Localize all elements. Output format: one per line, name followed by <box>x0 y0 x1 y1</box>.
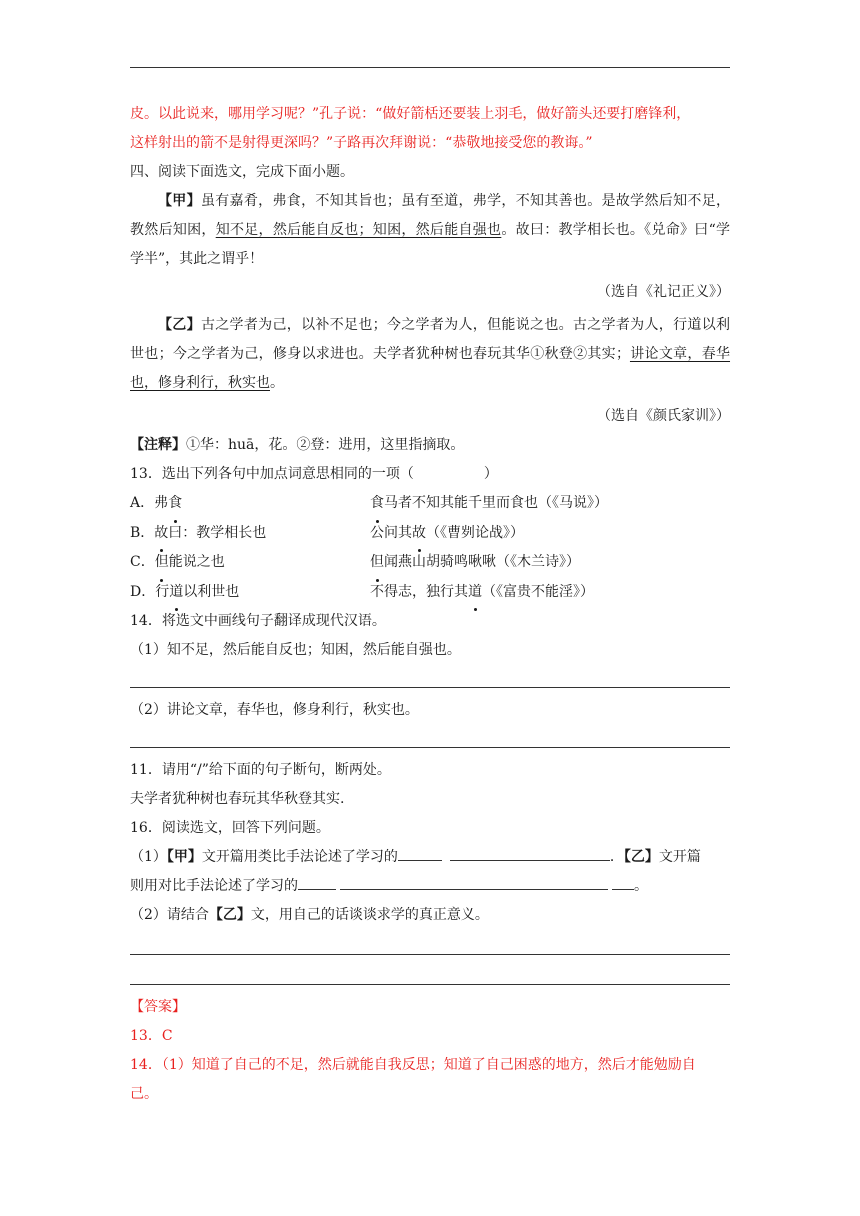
q16-part-1-cont <box>130 872 730 901</box>
q13-option-d <box>130 578 730 608</box>
fill-blank <box>450 846 610 861</box>
opt-text: 马者不知其能千里而食也（《马说》） <box>384 495 608 511</box>
answer-line <box>130 954 730 955</box>
opt-text: 曰：教学相长也 <box>168 524 267 541</box>
passage-jia <box>130 187 730 274</box>
fill-blank <box>398 846 442 861</box>
fill-blank <box>340 875 608 890</box>
opt-text: （《富贵不能淫》） <box>482 583 594 600</box>
q16-text: 则用对比手法论述了学习的 <box>130 878 298 894</box>
q16-text: ． <box>609 849 624 865</box>
q16-text: 文，用自己的话谈谈求学的真正意义。 <box>250 907 489 923</box>
dotted-word: 食 <box>168 489 182 519</box>
opt-text: 能说之也 <box>168 554 225 570</box>
opt-text: 以利世也 <box>183 583 240 600</box>
passage-jia-source: （选自《礼记正义》） <box>597 284 730 300</box>
q14-stem: 14．将选文中画线句子翻译成现代汉语。 <box>130 613 386 629</box>
opt-text: （《曹刿论战》） <box>426 524 524 541</box>
q16-text: 。 <box>634 878 648 894</box>
q13-option-c <box>130 548 730 578</box>
q16-text: 文开篇用类比手法论述了学习的 <box>201 849 398 865</box>
q16-part-2 <box>130 901 730 930</box>
translation-line-2: 这样射出的箭不是射得更深吗？”子路再次拜谢说：“恭敬地接受您的教诲。” <box>130 135 593 151</box>
q11-stem: 11．请用“/”给下面的句子断句，断两处。 <box>130 762 391 778</box>
passage-jia-text-2: 。故曰：教学相长也。《兑命》曰“学学半”，其此之谓乎！ <box>130 222 731 267</box>
passage-yi-tag: 【乙】 <box>158 317 201 333</box>
dotted-word: 道 <box>169 578 183 608</box>
passage-jia-underlined: 知不足，然后能自反也；知困，然后能自强也 <box>215 222 502 238</box>
q13-stem-close: ） <box>483 466 498 482</box>
fill-blank <box>298 875 336 890</box>
dotted-word: 但 <box>155 548 169 578</box>
q11-sentence: 夫学者犹种树也春玩其华秋登其实. <box>130 791 345 807</box>
dotted-word: 但 <box>370 548 384 578</box>
passage-jia-tag: 【甲】 <box>158 193 201 209</box>
q13-stem-text: 13．选出下列各句中加点词意思相同的一项（ <box>130 466 414 482</box>
answer-14-line-1: 14．（1）知道了自己的不足，然后就能自我反思；知道了自己困惑的地方，然后才能勉励自 <box>130 1057 696 1073</box>
opt-text: A．弗 <box>130 495 169 511</box>
dotted-word: 食 <box>370 489 384 519</box>
translation-line-1: 皮。以此说来，哪用学习呢？”孔子说：“做好箭栝还要装上羽毛，做好箭头还要打磨锋利， <box>130 106 691 122</box>
q14-sentence-2: （2）讲论文章，春华也，修身利行，秋实也。 <box>130 702 419 718</box>
opt-text: B． <box>130 524 155 541</box>
opt-text: 不得志，独行其 <box>370 583 468 600</box>
q13-stem <box>130 460 730 489</box>
q16-text: （1） <box>130 849 167 865</box>
q16-tag: 【乙】 <box>208 907 251 923</box>
passage-yi-text-1: 古之学者为己，以补不足也；今之学者为人，但能说之也。古之学者为人，行道以利世也；今之学者为己，修身以求进也。夫学者犹种树也春玩其华①秋登②其实； <box>130 317 731 362</box>
answer-line <box>130 984 730 985</box>
dotted-word: 故 <box>154 519 168 549</box>
fill-blank <box>612 875 634 890</box>
q16-tag: 【乙】 <box>623 849 659 865</box>
opt-text: D．行 <box>130 583 170 600</box>
notes-tag: 【注释】 <box>130 437 186 453</box>
passage-yi <box>130 311 730 398</box>
notes <box>130 431 730 460</box>
passage-yi-underlined: 讲论文章，春华也，修身利行，秋实也 <box>130 346 731 391</box>
header-rule <box>130 67 730 68</box>
q16-tag: 【甲】 <box>166 849 202 865</box>
passage-yi-source: （选自《颜氏家训》） <box>597 408 730 424</box>
q13-option-b <box>130 519 730 549</box>
answer-13: 13．C <box>130 1028 173 1044</box>
opt-text: 闻燕山胡骑鸣啾啾（《木兰诗》） <box>384 554 580 570</box>
q16-text: （2）请结合 <box>130 907 209 923</box>
document-body <box>130 100 730 1109</box>
q16-stem: 16．阅读选文，回答下列问题。 <box>130 820 330 836</box>
q14-sentence-1: （1）知不足，然后能自反也；知困，然后能自强也。 <box>130 642 461 658</box>
q13-option-a <box>130 489 730 519</box>
answer-heading: 【答案】 <box>130 999 186 1015</box>
dotted-word: 故 <box>412 519 426 549</box>
notes-text: ①华：huā，花。②登：进用，这里指摘取。 <box>186 437 465 453</box>
opt-text: C． <box>130 554 155 570</box>
q16-text: 文开篇 <box>658 849 701 865</box>
answer-line <box>130 687 730 688</box>
passage-yi-text-2: 。 <box>270 375 284 391</box>
answer-14-line-2: 己。 <box>130 1086 158 1102</box>
dotted-word: 道 <box>468 578 482 608</box>
section-title: 四、阅读下面选文，完成下面小题。 <box>130 164 354 180</box>
q16-part-1 <box>130 843 730 872</box>
opt-text: 公问其 <box>370 524 412 541</box>
answer-line <box>130 747 730 748</box>
passage-jia-text-1: 虽有嘉肴，弗食，不知其旨也；虽有至道，弗学，不知其善也。是故学然后知不足，教然后知困， <box>130 193 731 238</box>
